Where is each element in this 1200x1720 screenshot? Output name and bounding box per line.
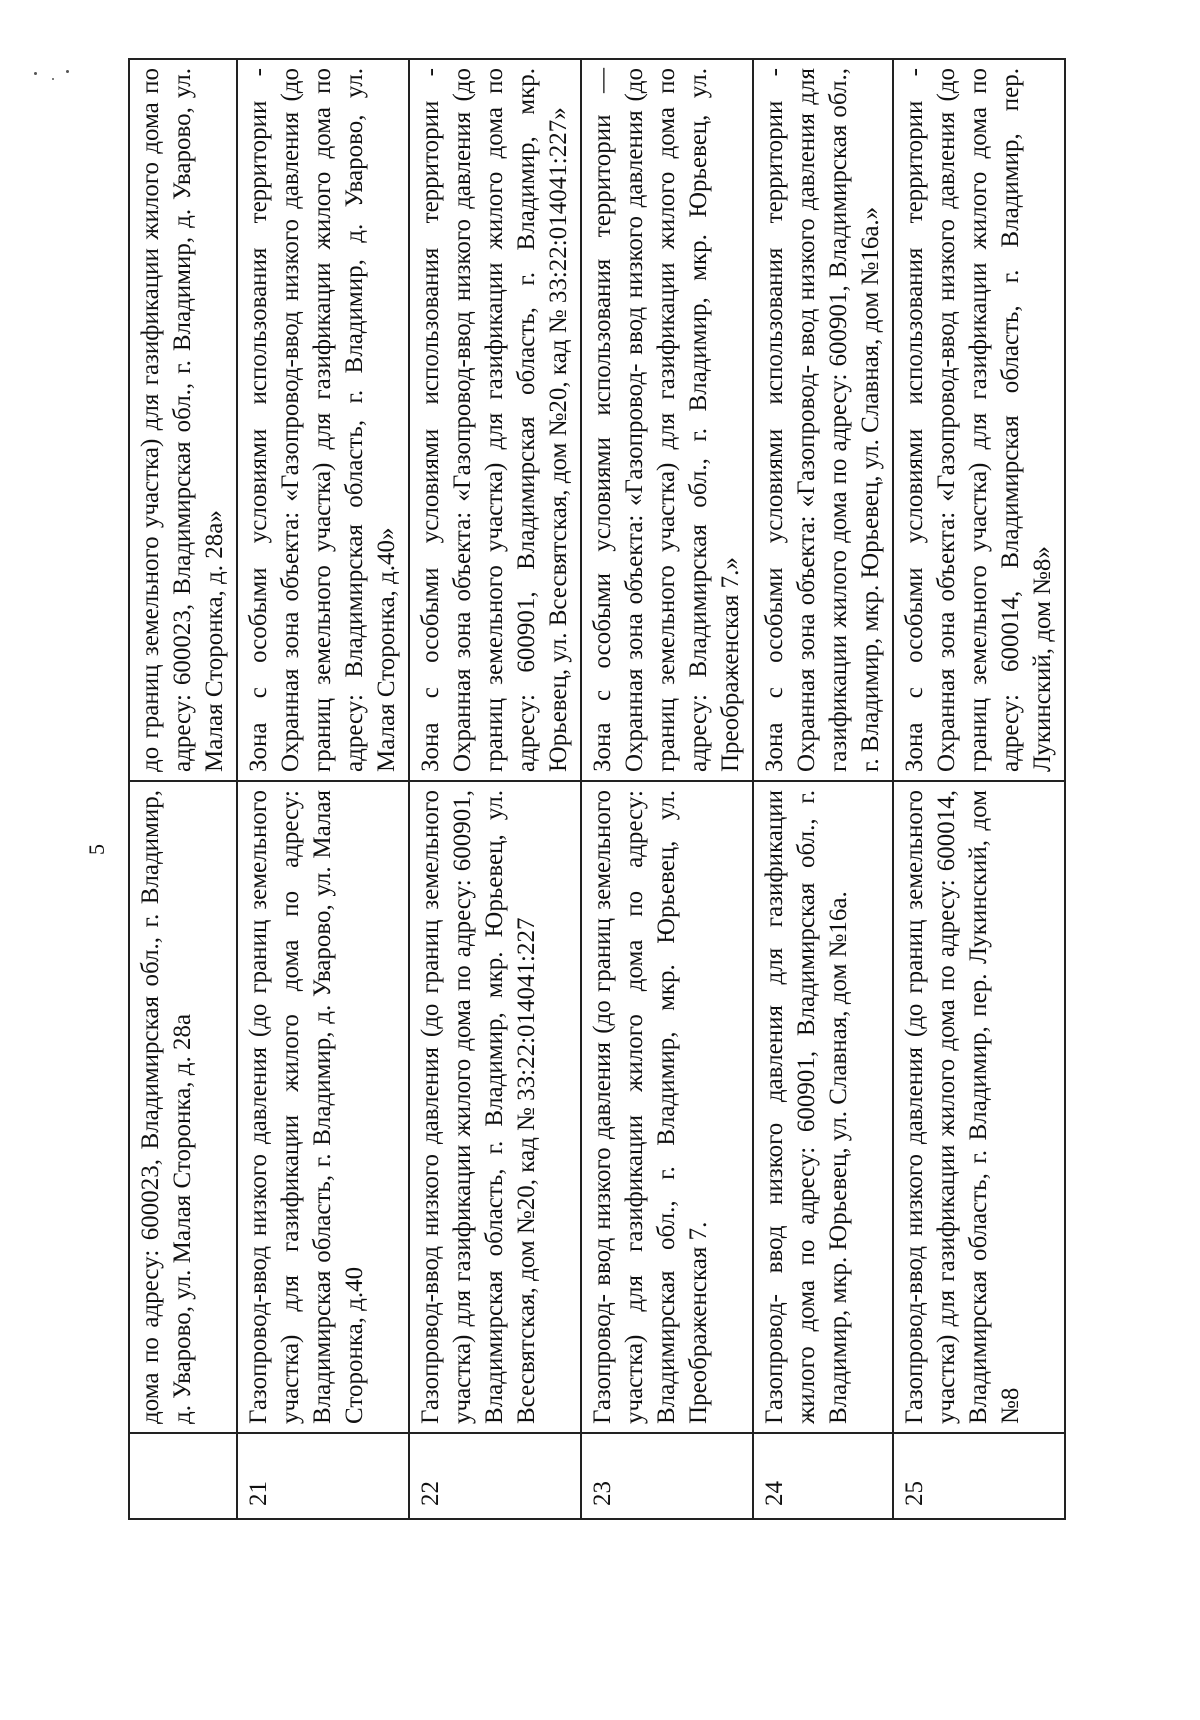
- table-row: [409, 59, 581, 1519]
- zone-description: Зона с особыми условиями использования территории - Охранная зона объекта: «Газопровод-ввод низкого давления (до границ земельного участка) для газификации жилого дома по адресу: 600014, Владимирская область, г. Владимир, пер. Лукинский, дом №8»: [893, 59, 1065, 781]
- row-number: 22: [409, 1433, 581, 1519]
- page-number: 5: [84, 844, 109, 855]
- object-description: Газопровод- ввод низкого давления (до границ земельного участка) для газификации жилого дома по адресу: Владимирская обл., г. Владимир, мкр. Юрьевец, ул. Преображенская 7.: [581, 781, 753, 1433]
- zone-description: Зона с особыми условиями использования территории - Охранная зона объекта: «Газопровод-ввод низкого давления (до границ земельного участка) для газификации жилого дома по адресу: Владимирская область, г. Владимир, д. Уварово, ул. Малая Сторонка, д.40»: [237, 59, 409, 781]
- table-row: [581, 59, 753, 1519]
- table-row: [237, 59, 409, 1519]
- object-description: Газопровод-ввод низкого давления (до границ земельного участка) для газификации жилого дома по адресу: 600014, Владимирская область, г. Владимир, пер. Лукинский, дом №8: [893, 781, 1065, 1433]
- zones-table: [128, 58, 1066, 1520]
- row-number: 24: [753, 1433, 893, 1519]
- scan-speck: [52, 78, 54, 80]
- rotated-table-container: [128, 60, 1056, 1520]
- table-row: [893, 59, 1065, 1519]
- row-number: 21: [237, 1433, 409, 1519]
- row-number: 23: [581, 1433, 753, 1519]
- row-number: 25: [893, 1433, 1065, 1519]
- row-number: [129, 1433, 237, 1519]
- zone-description: Зона с особыми условиями использования территории — Охранная зона объекта: «Газопровод- ввод низкого давления (до границ земельного участка) для газификации жилого дома по адресу: Владимирская обл., г. Владимир, мкр. Юрьевец, ул. Преображенская 7.»: [581, 59, 753, 781]
- table-row: [129, 59, 237, 1519]
- object-description: Газопровод-ввод низкого давления (до границ земельного участка) для газификации жилого дома по адресу: Владимирская область, г. Владимир, д. Уварово, ул. Малая Сторонка, д.40: [237, 781, 409, 1433]
- object-description: дома по адресу: 600023, Владимирская обл., г. Владимир, д. Уварово, ул. Малая Сторонка, д. 28а: [129, 781, 237, 1433]
- object-description: Газопровод- ввод низкого давления для газификации жилого дома по адресу: 600901, Владимирская обл., г. Владимир, мкр. Юрьевец, ул. Славная, дом №16а.: [753, 781, 893, 1433]
- zone-description: Зона с особыми условиями использования территории - Охранная зона объекта: «Газопровод-ввод низкого давления (до границ земельного участка) для газификации жилого дома по адресу: 600901, Владимирская область, г. Владимир, мкр. Юрьевец, ул. Всесвятская, дом №20, кад № 33:22:014041:227»: [409, 59, 581, 781]
- zone-description: до границ земельного участка) для газификации жилого дома по адресу: 600023, Владимирская обл., г. Владимир, д. Уварово, ул. Малая Сторонка, д. 28а»: [129, 59, 237, 781]
- scan-speck: [66, 70, 69, 73]
- object-description: Газопровод-ввод низкого давления (до границ земельного участка) для газификации жилого дома по адресу: 600901, Владимирская область, г. Владимир, мкр. Юрьевец, ул. Всесвятская, дом №20, кад № 33:22:014041:227: [409, 781, 581, 1433]
- scan-speck: [34, 72, 37, 75]
- table-row: [753, 59, 893, 1519]
- zone-description: Зона с особыми условиями использования территории - Охранная зона объекта: «Газопровод- ввод низкого давления для газификации жилого дома по адресу: 600901, Владимирская обл., г. Владимир, мкр. Юрьевец, ул. Славная, дом №16а.»: [753, 59, 893, 781]
